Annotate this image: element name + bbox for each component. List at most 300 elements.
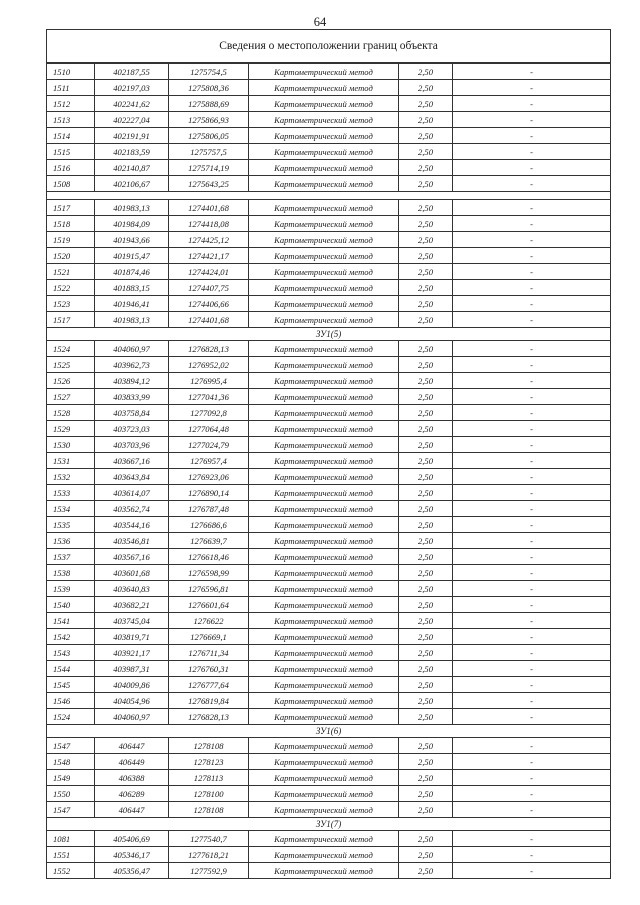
table-row: [47, 565, 611, 581]
accuracy-cell: 2,50: [399, 357, 453, 373]
x-coordinate-cell: 406447: [95, 802, 169, 818]
description-cell: -: [453, 357, 611, 373]
description-cell: -: [453, 405, 611, 421]
accuracy-cell: 2,50: [399, 581, 453, 597]
description-cell: -: [453, 200, 611, 216]
table-row: [47, 453, 611, 469]
point-number-cell: 1524: [47, 341, 95, 357]
point-number-cell: 1546: [47, 693, 95, 709]
accuracy-cell: 2,50: [399, 389, 453, 405]
method-cell: Картометрический метод: [249, 677, 399, 693]
method-cell: Картометрический метод: [249, 501, 399, 517]
y-coordinate-cell: 1276957,4: [169, 453, 249, 469]
accuracy-cell: 2,50: [399, 341, 453, 357]
description-cell: -: [453, 160, 611, 176]
point-number-cell: 1524: [47, 709, 95, 725]
accuracy-cell: 2,50: [399, 738, 453, 754]
table-row: [47, 264, 611, 280]
accuracy-cell: 2,50: [399, 485, 453, 501]
x-coordinate-cell: 403601,68: [95, 565, 169, 581]
x-coordinate-cell: 402197,03: [95, 80, 169, 96]
description-cell: -: [453, 280, 611, 296]
group-header-row: [47, 328, 611, 341]
x-coordinate-cell: 403614,07: [95, 485, 169, 501]
description-cell: -: [453, 373, 611, 389]
description-cell: -: [453, 248, 611, 264]
description-cell: -: [453, 831, 611, 847]
x-coordinate-cell: 403544,16: [95, 517, 169, 533]
x-coordinate-cell: 402227,04: [95, 112, 169, 128]
y-coordinate-cell: 1276828,13: [169, 709, 249, 725]
table-row: [47, 128, 611, 144]
method-cell: Картометрический метод: [249, 112, 399, 128]
x-coordinate-cell: 403643,84: [95, 469, 169, 485]
description-cell: -: [453, 645, 611, 661]
y-coordinate-cell: 1276995,4: [169, 373, 249, 389]
y-coordinate-cell: 1275714,19: [169, 160, 249, 176]
point-number-cell: 1081: [47, 831, 95, 847]
y-coordinate-cell: 1275888,69: [169, 96, 249, 112]
method-cell: Картометрический метод: [249, 296, 399, 312]
accuracy-cell: 2,50: [399, 373, 453, 389]
method-cell: Картометрический метод: [249, 264, 399, 280]
description-cell: -: [453, 312, 611, 328]
table-row: [47, 469, 611, 485]
method-cell: Картометрический метод: [249, 581, 399, 597]
accuracy-cell: 2,50: [399, 709, 453, 725]
point-number-cell: 1552: [47, 863, 95, 879]
separator-cell: [47, 192, 611, 200]
table-row: [47, 802, 611, 818]
point-number-cell: 1532: [47, 469, 95, 485]
accuracy-cell: 2,50: [399, 629, 453, 645]
accuracy-cell: 2,50: [399, 80, 453, 96]
accuracy-cell: 2,50: [399, 469, 453, 485]
accuracy-cell: 2,50: [399, 453, 453, 469]
y-coordinate-cell: 1277618,21: [169, 847, 249, 863]
accuracy-cell: 2,50: [399, 232, 453, 248]
method-cell: Картометрический метод: [249, 389, 399, 405]
table-row: [47, 176, 611, 192]
method-cell: Картометрический метод: [249, 248, 399, 264]
y-coordinate-cell: 1276819,84: [169, 693, 249, 709]
method-cell: Картометрический метод: [249, 754, 399, 770]
point-number-cell: 1538: [47, 565, 95, 581]
point-number-cell: 1550: [47, 786, 95, 802]
point-number-cell: 1533: [47, 485, 95, 501]
table-row: [47, 677, 611, 693]
accuracy-cell: 2,50: [399, 501, 453, 517]
accuracy-cell: 2,50: [399, 831, 453, 847]
group-header-row: [47, 725, 611, 738]
point-number-cell: 1508: [47, 176, 95, 192]
x-coordinate-cell: 403758,84: [95, 405, 169, 421]
point-number-cell: 1531: [47, 453, 95, 469]
description-cell: -: [453, 264, 611, 280]
y-coordinate-cell: 1276828,13: [169, 341, 249, 357]
point-number-cell: 1523: [47, 296, 95, 312]
accuracy-cell: 2,50: [399, 786, 453, 802]
x-coordinate-cell: 401983,13: [95, 312, 169, 328]
group-label: ЗУ1(5): [47, 328, 611, 341]
x-coordinate-cell: 404060,97: [95, 341, 169, 357]
table-row: [47, 296, 611, 312]
table-row: [47, 863, 611, 879]
method-cell: Картометрический метод: [249, 533, 399, 549]
method-cell: Картометрический метод: [249, 847, 399, 863]
separator-row: [47, 192, 611, 200]
accuracy-cell: 2,50: [399, 200, 453, 216]
x-coordinate-cell: 405346,17: [95, 847, 169, 863]
method-cell: Картометрический метод: [249, 160, 399, 176]
accuracy-cell: 2,50: [399, 597, 453, 613]
point-number-cell: 1529: [47, 421, 95, 437]
group-label: ЗУ1(7): [47, 818, 611, 831]
y-coordinate-cell: 1276598,99: [169, 565, 249, 581]
description-cell: -: [453, 112, 611, 128]
description-cell: -: [453, 549, 611, 565]
accuracy-cell: 2,50: [399, 677, 453, 693]
point-number-cell: 1544: [47, 661, 95, 677]
y-coordinate-cell: 1275808,36: [169, 80, 249, 96]
method-cell: Картометрический метод: [249, 517, 399, 533]
x-coordinate-cell: 402106,67: [95, 176, 169, 192]
y-coordinate-cell: 1276711,34: [169, 645, 249, 661]
x-coordinate-cell: 402183,59: [95, 144, 169, 160]
y-coordinate-cell: 1275757,5: [169, 144, 249, 160]
y-coordinate-cell: 1274406,66: [169, 296, 249, 312]
table-row: [47, 581, 611, 597]
y-coordinate-cell: 1277092,8: [169, 405, 249, 421]
method-cell: Картометрический метод: [249, 485, 399, 501]
point-number-cell: 1522: [47, 280, 95, 296]
table-row: [47, 629, 611, 645]
method-cell: Картометрический метод: [249, 357, 399, 373]
accuracy-cell: 2,50: [399, 533, 453, 549]
point-number-cell: 1548: [47, 754, 95, 770]
x-coordinate-cell: 406289: [95, 786, 169, 802]
table-row: [47, 847, 611, 863]
point-number-cell: 1536: [47, 533, 95, 549]
point-number-cell: 1518: [47, 216, 95, 232]
x-coordinate-cell: 403546,81: [95, 533, 169, 549]
y-coordinate-cell: 1276760,31: [169, 661, 249, 677]
table-row: [47, 389, 611, 405]
method-cell: Картометрический метод: [249, 437, 399, 453]
method-cell: Картометрический метод: [249, 863, 399, 879]
y-coordinate-cell: 1276669,1: [169, 629, 249, 645]
description-cell: -: [453, 629, 611, 645]
method-cell: Картометрический метод: [249, 421, 399, 437]
x-coordinate-cell: 403723,03: [95, 421, 169, 437]
table-row: [47, 405, 611, 421]
accuracy-cell: 2,50: [399, 565, 453, 581]
point-number-cell: 1528: [47, 405, 95, 421]
x-coordinate-cell: 402140,87: [95, 160, 169, 176]
accuracy-cell: 2,50: [399, 128, 453, 144]
description-cell: -: [453, 754, 611, 770]
description-cell: -: [453, 581, 611, 597]
table-row: [47, 312, 611, 328]
point-number-cell: 1513: [47, 112, 95, 128]
description-cell: -: [453, 533, 611, 549]
point-number-cell: 1547: [47, 802, 95, 818]
y-coordinate-cell: 1278100: [169, 786, 249, 802]
description-cell: -: [453, 613, 611, 629]
description-cell: -: [453, 437, 611, 453]
x-coordinate-cell: 403682,21: [95, 597, 169, 613]
x-coordinate-cell: 402241,62: [95, 96, 169, 112]
accuracy-cell: 2,50: [399, 296, 453, 312]
point-number-cell: 1520: [47, 248, 95, 264]
method-cell: Картометрический метод: [249, 312, 399, 328]
method-cell: Картометрический метод: [249, 565, 399, 581]
method-cell: Картометрический метод: [249, 469, 399, 485]
description-cell: -: [453, 863, 611, 879]
point-number-cell: 1525: [47, 357, 95, 373]
point-number-cell: 1547: [47, 738, 95, 754]
description-cell: -: [453, 677, 611, 693]
accuracy-cell: 2,50: [399, 613, 453, 629]
x-coordinate-cell: 406449: [95, 754, 169, 770]
y-coordinate-cell: 1274407,75: [169, 280, 249, 296]
method-cell: Картометрический метод: [249, 373, 399, 389]
table-row: [47, 709, 611, 725]
point-number-cell: 1517: [47, 312, 95, 328]
accuracy-cell: 2,50: [399, 645, 453, 661]
accuracy-cell: 2,50: [399, 248, 453, 264]
y-coordinate-cell: 1276923,06: [169, 469, 249, 485]
point-number-cell: 1537: [47, 549, 95, 565]
x-coordinate-cell: 403703,96: [95, 437, 169, 453]
description-cell: -: [453, 565, 611, 581]
table-row: [47, 341, 611, 357]
method-cell: Картометрический метод: [249, 661, 399, 677]
y-coordinate-cell: 1274401,68: [169, 312, 249, 328]
method-cell: Картометрический метод: [249, 176, 399, 192]
y-coordinate-cell: 1275866,93: [169, 112, 249, 128]
group-header-row: [47, 818, 611, 831]
method-cell: Картометрический метод: [249, 280, 399, 296]
point-number-cell: 1515: [47, 144, 95, 160]
table-row: [47, 96, 611, 112]
table-row: [47, 63, 611, 80]
table-row: [47, 549, 611, 565]
y-coordinate-cell: 1277592,9: [169, 863, 249, 879]
x-coordinate-cell: 406447: [95, 738, 169, 754]
method-cell: Картометрический метод: [249, 613, 399, 629]
table-row: [47, 661, 611, 677]
description-cell: -: [453, 597, 611, 613]
method-cell: Картометрический метод: [249, 629, 399, 645]
y-coordinate-cell: 1278123: [169, 754, 249, 770]
table-row: [47, 437, 611, 453]
description-cell: -: [453, 80, 611, 96]
x-coordinate-cell: 403921,17: [95, 645, 169, 661]
x-coordinate-cell: 403819,71: [95, 629, 169, 645]
description-cell: -: [453, 341, 611, 357]
y-coordinate-cell: 1276777,64: [169, 677, 249, 693]
accuracy-cell: 2,50: [399, 96, 453, 112]
description-cell: -: [453, 517, 611, 533]
y-coordinate-cell: 1276890,14: [169, 485, 249, 501]
method-cell: Картометрический метод: [249, 341, 399, 357]
accuracy-cell: 2,50: [399, 770, 453, 786]
table-row: [47, 517, 611, 533]
table-row: [47, 200, 611, 216]
description-cell: -: [453, 770, 611, 786]
x-coordinate-cell: 401915,47: [95, 248, 169, 264]
description-cell: -: [453, 421, 611, 437]
point-number-cell: 1535: [47, 517, 95, 533]
table-row: [47, 831, 611, 847]
y-coordinate-cell: 1275806,05: [169, 128, 249, 144]
x-coordinate-cell: 404054,96: [95, 693, 169, 709]
x-coordinate-cell: 403640,83: [95, 581, 169, 597]
y-coordinate-cell: 1274424,01: [169, 264, 249, 280]
accuracy-cell: 2,50: [399, 437, 453, 453]
y-coordinate-cell: 1275754,5: [169, 63, 249, 80]
table-row: [47, 738, 611, 754]
table-row: [47, 533, 611, 549]
table-row: [47, 485, 611, 501]
table-row: [47, 144, 611, 160]
y-coordinate-cell: 1277540,7: [169, 831, 249, 847]
x-coordinate-cell: 402191,91: [95, 128, 169, 144]
description-cell: -: [453, 216, 611, 232]
x-coordinate-cell: 401946,41: [95, 296, 169, 312]
point-number-cell: 1542: [47, 629, 95, 645]
x-coordinate-cell: 403894,12: [95, 373, 169, 389]
y-coordinate-cell: 1278113: [169, 770, 249, 786]
y-coordinate-cell: 1278108: [169, 802, 249, 818]
y-coordinate-cell: 1274421,17: [169, 248, 249, 264]
accuracy-cell: 2,50: [399, 312, 453, 328]
description-cell: -: [453, 144, 611, 160]
method-cell: Картометрический метод: [249, 128, 399, 144]
y-coordinate-cell: 1276622: [169, 613, 249, 629]
description-cell: -: [453, 709, 611, 725]
point-number-cell: 1521: [47, 264, 95, 280]
method-cell: Картометрический метод: [249, 232, 399, 248]
y-coordinate-cell: 1277064,48: [169, 421, 249, 437]
method-cell: Картометрический метод: [249, 144, 399, 160]
table-row: [47, 357, 611, 373]
x-coordinate-cell: 401874,46: [95, 264, 169, 280]
page-number: 64: [313, 15, 327, 29]
description-cell: -: [453, 738, 611, 754]
method-cell: Картометрический метод: [249, 597, 399, 613]
point-number-cell: 1543: [47, 645, 95, 661]
y-coordinate-cell: 1276618,46: [169, 549, 249, 565]
table-row: [47, 112, 611, 128]
x-coordinate-cell: 403562,74: [95, 501, 169, 517]
method-cell: Картометрический метод: [249, 96, 399, 112]
description-cell: -: [453, 232, 611, 248]
method-cell: Картометрический метод: [249, 693, 399, 709]
method-cell: Картометрический метод: [249, 831, 399, 847]
y-coordinate-cell: 1277024,79: [169, 437, 249, 453]
x-coordinate-cell: 403833,99: [95, 389, 169, 405]
table-row: [47, 80, 611, 96]
x-coordinate-cell: 406388: [95, 770, 169, 786]
description-cell: -: [453, 176, 611, 192]
method-cell: Картометрический метод: [249, 549, 399, 565]
point-number-cell: 1510: [47, 63, 95, 80]
table-row: [47, 160, 611, 176]
x-coordinate-cell: 401984,09: [95, 216, 169, 232]
y-coordinate-cell: 1274418,08: [169, 216, 249, 232]
accuracy-cell: 2,50: [399, 549, 453, 565]
y-coordinate-cell: 1277041,36: [169, 389, 249, 405]
y-coordinate-cell: 1274425,12: [169, 232, 249, 248]
point-number-cell: 1540: [47, 597, 95, 613]
table-title-row: [47, 30, 611, 64]
table-row: [47, 248, 611, 264]
description-cell: -: [453, 389, 611, 405]
description-cell: -: [453, 847, 611, 863]
accuracy-cell: 2,50: [399, 216, 453, 232]
point-number-cell: 1534: [47, 501, 95, 517]
description-cell: -: [453, 128, 611, 144]
description-cell: -: [453, 96, 611, 112]
y-coordinate-cell: 1278108: [169, 738, 249, 754]
method-cell: Картометрический метод: [249, 216, 399, 232]
method-cell: Картометрический метод: [249, 405, 399, 421]
accuracy-cell: 2,50: [399, 693, 453, 709]
description-cell: -: [453, 786, 611, 802]
accuracy-cell: 2,50: [399, 144, 453, 160]
accuracy-cell: 2,50: [399, 517, 453, 533]
method-cell: Картометрический метод: [249, 709, 399, 725]
accuracy-cell: 2,50: [399, 802, 453, 818]
y-coordinate-cell: 1276787,48: [169, 501, 249, 517]
method-cell: Картометрический метод: [249, 786, 399, 802]
description-cell: -: [453, 469, 611, 485]
group-label: ЗУ1(6): [47, 725, 611, 738]
table-row: [47, 645, 611, 661]
y-coordinate-cell: 1276639,7: [169, 533, 249, 549]
x-coordinate-cell: 402187,55: [95, 63, 169, 80]
table-row: [47, 280, 611, 296]
point-number-cell: 1541: [47, 613, 95, 629]
table-row: [47, 232, 611, 248]
y-coordinate-cell: 1276601,64: [169, 597, 249, 613]
point-number-cell: 1514: [47, 128, 95, 144]
description-cell: -: [453, 296, 611, 312]
method-cell: Картометрический метод: [249, 802, 399, 818]
accuracy-cell: 2,50: [399, 754, 453, 770]
y-coordinate-cell: 1276596,81: [169, 581, 249, 597]
point-number-cell: 1512: [47, 96, 95, 112]
y-coordinate-cell: 1274401,68: [169, 200, 249, 216]
description-cell: -: [453, 693, 611, 709]
y-coordinate-cell: 1275643,25: [169, 176, 249, 192]
table-title: Сведения о местоположении границ объекта: [47, 30, 611, 64]
point-number-cell: 1551: [47, 847, 95, 863]
x-coordinate-cell: 403667,16: [95, 453, 169, 469]
x-coordinate-cell: 403987,31: [95, 661, 169, 677]
boundary-coordinates-table: [46, 29, 611, 879]
accuracy-cell: 2,50: [399, 863, 453, 879]
table-row: [47, 693, 611, 709]
table-row: [47, 770, 611, 786]
point-number-cell: 1511: [47, 80, 95, 96]
point-number-cell: 1526: [47, 373, 95, 389]
table-row: [47, 754, 611, 770]
x-coordinate-cell: 404009,86: [95, 677, 169, 693]
accuracy-cell: 2,50: [399, 405, 453, 421]
